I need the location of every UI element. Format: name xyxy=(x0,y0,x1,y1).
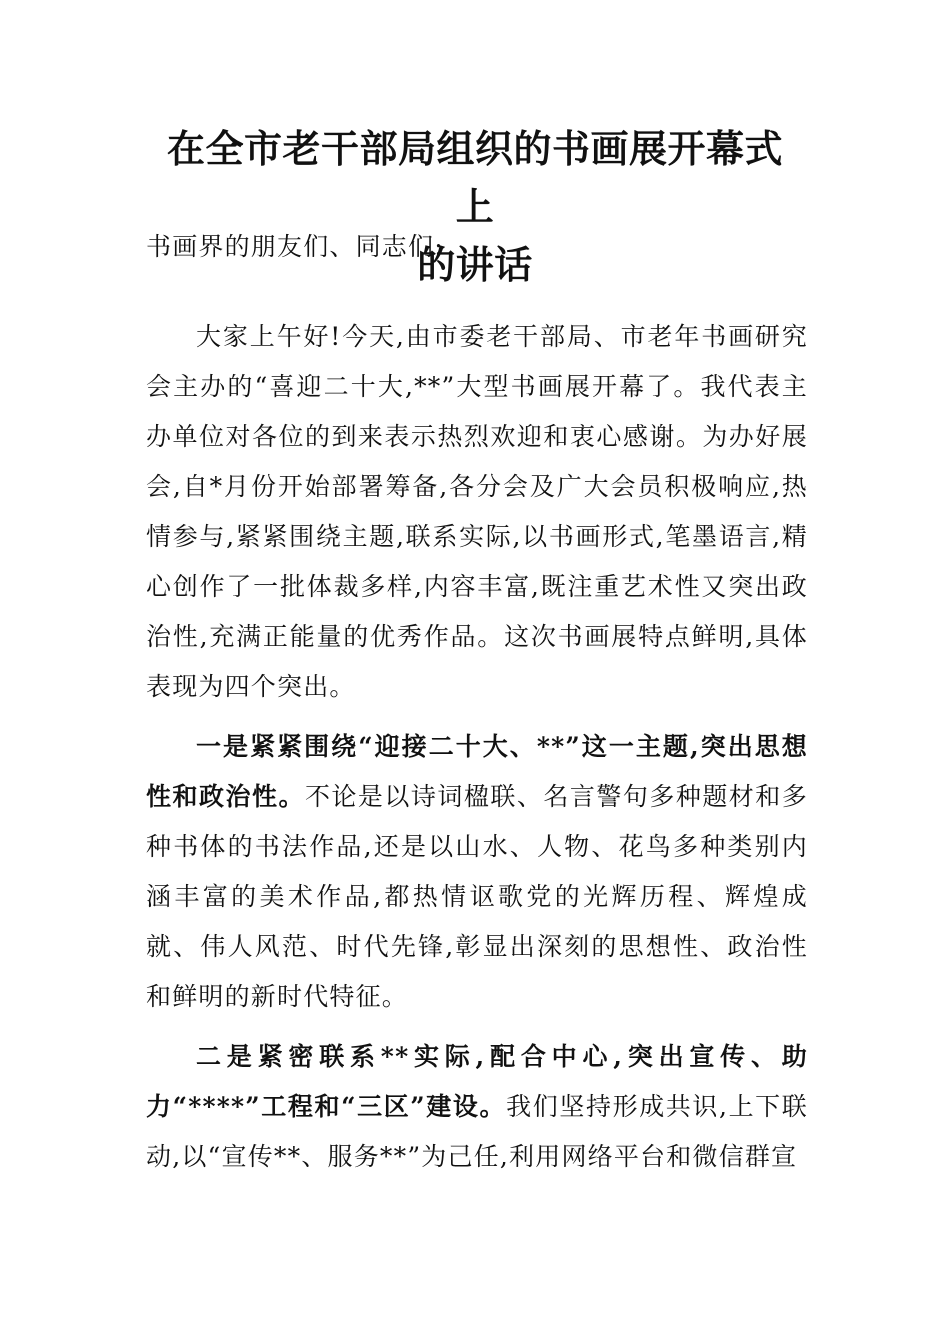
title-line-1: 在全市老干部局组织的书画展开幕式上 xyxy=(166,126,783,229)
salutation: 书画界的朋友们、同志们: xyxy=(146,232,444,261)
paragraph-2 xyxy=(146,722,808,1022)
paragraph-1 xyxy=(146,312,808,712)
paragraph-3 xyxy=(146,1032,808,1182)
paragraph-2-text: 不论是以诗词楹联、名言警句多种题材和多种书体的书法作品,还是以山水、人物、花鸟多种类别内涵丰富的美术作品,都热情讴歌党的光辉历程、辉煌成就、伟人风范、时代先锋,彰显出深刻的思想性、政治性和鲜明的新时代特征。 xyxy=(146,782,808,1011)
title-line-2: 的讲话 xyxy=(417,242,533,287)
paragraph-1-text: 大家上午好!今天,由市委老干部局、市老年书画研究会主办的“喜迎二十大,**”大型书画展开幕了。我代表主办单位对各位的到来表示热烈欢迎和衷心感谢。为办好展会,自*月份开始部署筹备,各分会及广大会员积极响应,热情参与,紧紧围绕主题,联系实际,以书画形式,笔墨语言,精心创作了一批体裁多样,内容丰富,既注重艺术性又突出政治性,充满正能量的优秀作品。这次书画展特点鲜明,具体表现为四个突出。 xyxy=(146,322,808,701)
paragraph-3-text: 我们坚持形成共识,上下联动,以“宣传**、服务**”为己任,利用网络平台和微信群宣 xyxy=(146,1092,808,1171)
paragraph-2-lead: 一是紧紧围绕“迎接二十大、**”这一主题,突出思想性和政治性。 xyxy=(146,732,808,811)
paragraph-3-lead: 二是紧密联系**实际,配合中心,突出宣传、助力“****”工程和“三区”建设。 xyxy=(146,1042,808,1121)
